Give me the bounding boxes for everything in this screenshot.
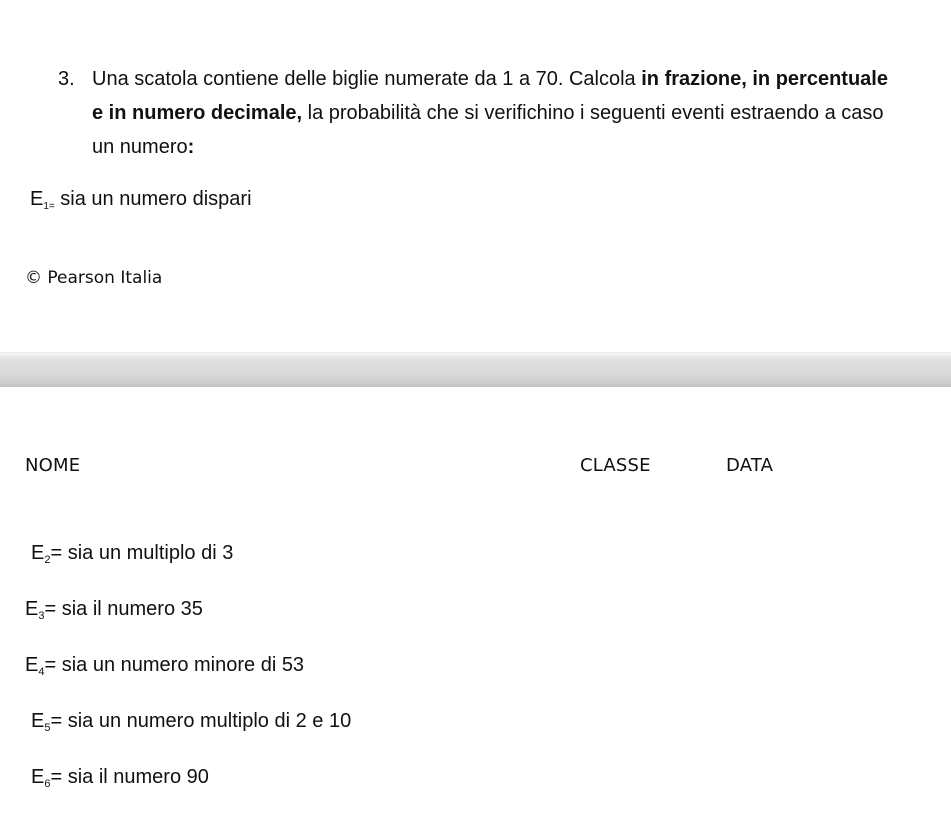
- copyright-notice: © Pearson Italia: [25, 268, 163, 288]
- event-text: = sia il numero 90: [50, 766, 209, 788]
- event-e2: [31, 542, 233, 566]
- event-text: = sia un numero minore di 53: [44, 654, 305, 676]
- event-subscript: 6: [44, 778, 51, 790]
- event-text: = sia un multiplo di 3: [50, 542, 234, 564]
- event-text: sia un numero dispari: [54, 188, 252, 210]
- exercise-number: 3.: [58, 68, 75, 90]
- event-letter: E: [25, 598, 39, 620]
- exercise-bold-part: in frazione, in percentuale e in numero decimale,: [92, 68, 888, 124]
- event-e1: [30, 188, 252, 212]
- exercise-text-part1: Una scatola contiene delle biglie numerate da 1 a 70. Calcola: [92, 68, 642, 90]
- event-letter: E: [31, 542, 45, 564]
- event-subscript: 1=: [43, 201, 55, 212]
- event-subscript: 4: [38, 666, 45, 678]
- event-subscript: 5: [44, 722, 51, 734]
- event-e3: [25, 598, 203, 622]
- event-e4: [25, 654, 304, 678]
- event-text: = sia il numero 35: [44, 598, 203, 620]
- page-separator: [0, 352, 951, 387]
- event-text: = sia un numero multiplo di 2 e 10: [50, 710, 352, 732]
- header-data: DATA: [726, 455, 774, 476]
- exercise-text-part2: la probabilità che si verifichino i seguenti eventi estraendo a caso un numero: [92, 102, 884, 158]
- exercise-colon: :: [187, 136, 195, 158]
- header-nome: NOME: [25, 455, 81, 476]
- event-subscript: 3: [38, 610, 45, 622]
- event-e6: [31, 766, 209, 790]
- event-letter: E: [25, 654, 39, 676]
- event-e5: [31, 710, 351, 734]
- exercise-text: [92, 62, 892, 164]
- event-letter: E: [31, 710, 45, 732]
- event-subscript: 2: [44, 554, 51, 566]
- header-classe: CLASSE: [580, 455, 651, 476]
- event-letter: E: [31, 766, 45, 788]
- event-letter: E: [30, 188, 44, 210]
